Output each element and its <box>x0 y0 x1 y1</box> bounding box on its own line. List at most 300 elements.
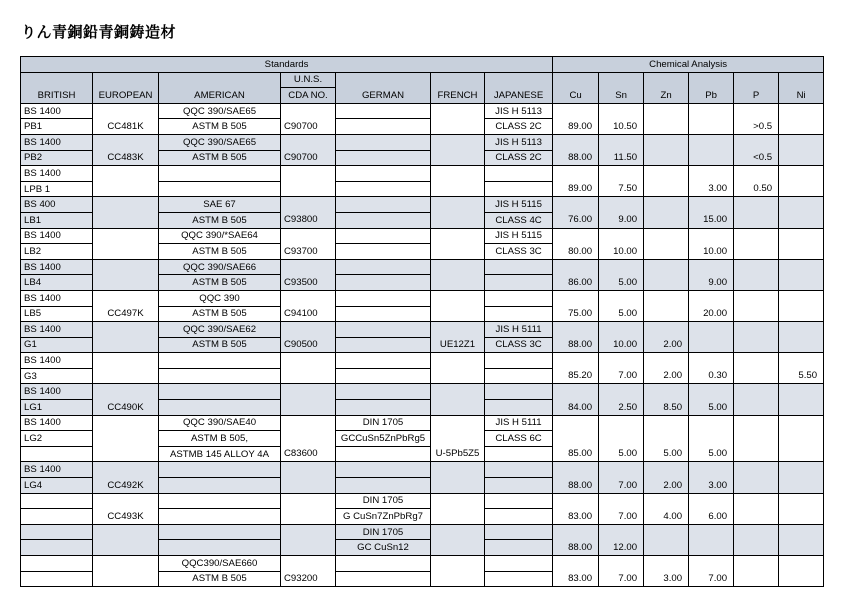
cell-cu <box>553 134 599 150</box>
cell-american <box>159 368 281 384</box>
table-row <box>21 212 824 228</box>
cell-french <box>431 322 485 338</box>
cell-cu: 89.00 <box>553 119 599 135</box>
col-sn: Sn <box>599 88 644 104</box>
cell-sn <box>599 322 644 338</box>
cell-zn <box>644 150 689 166</box>
table-row <box>21 290 824 306</box>
cell-ni <box>779 462 824 478</box>
cell-cda <box>281 368 336 384</box>
cell-sn <box>599 103 644 119</box>
cell-cu: 86.00 <box>553 275 599 291</box>
col-american: AMERICAN <box>159 88 281 104</box>
cell-european <box>93 337 159 353</box>
cell-sn: 7.00 <box>599 478 644 494</box>
cell-french <box>431 524 485 540</box>
cell-sn: 5.00 <box>599 446 644 462</box>
cell-european: CC481K <box>93 119 159 135</box>
cell-pb <box>689 353 734 369</box>
cell-american: ASTM B 505, <box>159 431 281 447</box>
table-row <box>21 509 824 525</box>
cell-german: GC CuSn12 <box>336 540 431 556</box>
cell-p <box>734 212 779 228</box>
cell-cu: 88.00 <box>553 540 599 556</box>
col-japanese: JAPANESE <box>485 88 553 104</box>
cell-european <box>93 103 159 119</box>
cell-cda: C90700 <box>281 119 336 135</box>
cell-french <box>431 119 485 135</box>
cell-sn: 12.00 <box>599 540 644 556</box>
cell-zn <box>644 524 689 540</box>
cell-pb <box>689 103 734 119</box>
table-row <box>21 524 824 540</box>
cell-french <box>431 275 485 291</box>
cell-ni <box>779 275 824 291</box>
cell-german <box>336 478 431 494</box>
col-cda: CDA NO. <box>281 88 336 104</box>
col-european: EUROPEAN <box>93 88 159 104</box>
cell-european <box>93 275 159 291</box>
cell-british: LB5 <box>21 306 93 322</box>
table-row <box>21 197 824 213</box>
cell-sn <box>599 290 644 306</box>
cell-cda <box>281 524 336 540</box>
cell-cda: C94100 <box>281 306 336 322</box>
cell-pb <box>689 290 734 306</box>
cell-german <box>336 306 431 322</box>
table-row <box>21 400 824 416</box>
cell-japanese <box>485 493 553 509</box>
cell-cda <box>281 290 336 306</box>
cell-pb <box>689 540 734 556</box>
chemical-analysis-header: Chemical Analysis <box>553 57 824 73</box>
cell-ni <box>779 353 824 369</box>
cell-pb <box>689 556 734 572</box>
cell-ni <box>779 415 824 431</box>
table-row <box>21 103 824 119</box>
cell-french: UE12Z1 <box>431 337 485 353</box>
cell-sn <box>599 524 644 540</box>
cell-european <box>93 197 159 213</box>
cell-sn: 9.00 <box>599 212 644 228</box>
cell-german: G CuSn7ZnPbRg7 <box>336 509 431 525</box>
cell-pb <box>689 119 734 135</box>
cell-sn <box>599 431 644 447</box>
cell-p <box>734 134 779 150</box>
cell-japanese: JIS H 5111 <box>485 415 553 431</box>
cell-cu: 83.00 <box>553 571 599 587</box>
cell-cda <box>281 415 336 431</box>
cell-american: ASTM B 505 <box>159 337 281 353</box>
cell-ni <box>779 431 824 447</box>
cell-french <box>431 150 485 166</box>
cell-french: U-5Pb5Z5 <box>431 446 485 462</box>
cell-ni <box>779 259 824 275</box>
cell-p <box>734 306 779 322</box>
cell-french <box>431 384 485 400</box>
cell-european: CC492K <box>93 478 159 494</box>
cell-sn <box>599 134 644 150</box>
col-german: GERMAN <box>336 88 431 104</box>
cell-japanese: CLASS 2C <box>485 119 553 135</box>
cell-german <box>336 166 431 182</box>
cell-british <box>21 509 93 525</box>
cell-european <box>93 212 159 228</box>
cell-british: PB2 <box>21 150 93 166</box>
cell-japanese <box>485 540 553 556</box>
cell-p <box>734 322 779 338</box>
cell-pb: 9.00 <box>689 275 734 291</box>
cell-japanese <box>485 306 553 322</box>
cell-european: CC493K <box>93 509 159 525</box>
cell-british: PB1 <box>21 119 93 135</box>
cell-british: BS 1400 <box>21 462 93 478</box>
col-zn: Zn <box>644 88 689 104</box>
cell-european <box>93 228 159 244</box>
cell-cda <box>281 166 336 182</box>
cell-british <box>21 446 93 462</box>
cell-cda <box>281 228 336 244</box>
cell-european <box>93 244 159 260</box>
cell-british: G1 <box>21 337 93 353</box>
cell-pb: 5.00 <box>689 446 734 462</box>
cell-german <box>336 275 431 291</box>
cell-japanese: JIS H 5115 <box>485 228 553 244</box>
cell-zn: 8.50 <box>644 400 689 416</box>
cell-american: ASTM B 505 <box>159 150 281 166</box>
cell-american: ASTM B 505 <box>159 275 281 291</box>
cell-ni <box>779 181 824 197</box>
cell-p: 0.50 <box>734 181 779 197</box>
table-row <box>21 493 824 509</box>
cell-german <box>336 462 431 478</box>
cell-p <box>734 478 779 494</box>
cell-british: LG4 <box>21 478 93 494</box>
cell-american: QQC 390 <box>159 290 281 306</box>
cell-japanese <box>485 353 553 369</box>
cell-zn <box>644 493 689 509</box>
table-row <box>21 353 824 369</box>
cell-german <box>336 150 431 166</box>
table-row <box>21 384 824 400</box>
cell-european: CC483K <box>93 150 159 166</box>
cell-pb: 6.00 <box>689 509 734 525</box>
cell-german <box>336 571 431 587</box>
cell-cu <box>553 493 599 509</box>
cell-sn: 10.00 <box>599 337 644 353</box>
col-cu: Cu <box>553 88 599 104</box>
cell-p <box>734 462 779 478</box>
cell-pb: 5.00 <box>689 400 734 416</box>
cell-cda <box>281 431 336 447</box>
col-p: P <box>734 88 779 104</box>
cell-cda <box>281 384 336 400</box>
cell-cu <box>553 228 599 244</box>
cell-cu: 88.00 <box>553 150 599 166</box>
cell-cu <box>553 322 599 338</box>
cell-zn <box>644 306 689 322</box>
cell-zn <box>644 119 689 135</box>
cell-japanese: CLASS 3C <box>485 244 553 260</box>
cell-zn <box>644 212 689 228</box>
cell-japanese: JIS H 5115 <box>485 197 553 213</box>
cell-sn <box>599 166 644 182</box>
cell-british: BS 1400 <box>21 290 93 306</box>
cell-sn <box>599 493 644 509</box>
cell-american <box>159 478 281 494</box>
cell-french <box>431 540 485 556</box>
cell-zn: 2.00 <box>644 368 689 384</box>
cell-pb: 10.00 <box>689 244 734 260</box>
cell-zn <box>644 197 689 213</box>
cell-pb <box>689 166 734 182</box>
cell-american: QQC390/SAE660 <box>159 556 281 572</box>
cell-japanese <box>485 181 553 197</box>
cell-p <box>734 275 779 291</box>
cell-european <box>93 415 159 431</box>
cell-german <box>336 368 431 384</box>
cell-european <box>93 571 159 587</box>
cell-pb: 0.30 <box>689 368 734 384</box>
cell-japanese <box>485 400 553 416</box>
cell-french <box>431 556 485 572</box>
cell-japanese: CLASS 3C <box>485 337 553 353</box>
table-row <box>21 166 824 182</box>
cell-cu: 75.00 <box>553 306 599 322</box>
cell-cda <box>281 322 336 338</box>
cell-cu <box>553 259 599 275</box>
cell-german <box>336 134 431 150</box>
col-french: FRENCH <box>431 88 485 104</box>
cell-french <box>431 431 485 447</box>
cell-ni <box>779 103 824 119</box>
cell-cu: 85.00 <box>553 446 599 462</box>
cell-american <box>159 400 281 416</box>
cell-european <box>93 431 159 447</box>
table-row <box>21 462 824 478</box>
cell-french <box>431 509 485 525</box>
cell-french <box>431 181 485 197</box>
cell-cda <box>281 259 336 275</box>
cell-ni <box>779 493 824 509</box>
cell-japanese <box>485 524 553 540</box>
cell-p <box>734 368 779 384</box>
table-row <box>21 134 824 150</box>
cell-sn: 7.00 <box>599 571 644 587</box>
cell-cda <box>281 462 336 478</box>
cell-ni <box>779 509 824 525</box>
cell-ni <box>779 540 824 556</box>
table-row <box>21 446 824 462</box>
cell-european <box>93 290 159 306</box>
cell-japanese <box>485 259 553 275</box>
cell-british <box>21 493 93 509</box>
cell-french <box>431 462 485 478</box>
cell-pb: 3.00 <box>689 181 734 197</box>
cell-sn: 7.50 <box>599 181 644 197</box>
cell-cda <box>281 509 336 525</box>
cell-cu: 88.00 <box>553 337 599 353</box>
cell-p <box>734 524 779 540</box>
cell-british: LG1 <box>21 400 93 416</box>
cell-german: DIN 1705 <box>336 493 431 509</box>
cell-european: CC497K <box>93 306 159 322</box>
cell-japanese <box>485 384 553 400</box>
cell-european <box>93 181 159 197</box>
table-row <box>21 228 824 244</box>
cell-ni: 5.50 <box>779 368 824 384</box>
table-row <box>21 478 824 494</box>
cell-ni <box>779 228 824 244</box>
cell-zn <box>644 259 689 275</box>
cell-cu <box>553 290 599 306</box>
cell-cu <box>553 524 599 540</box>
cell-european <box>93 462 159 478</box>
cell-zn <box>644 540 689 556</box>
cell-p <box>734 431 779 447</box>
cell-p <box>734 400 779 416</box>
cell-zn <box>644 431 689 447</box>
cell-british: LPB 1 <box>21 181 93 197</box>
cell-british: BS 1400 <box>21 415 93 431</box>
cell-german <box>336 353 431 369</box>
cell-american: ASTM B 505 <box>159 119 281 135</box>
table-row <box>21 322 824 338</box>
cell-cda <box>281 493 336 509</box>
cell-american: ASTM B 505 <box>159 212 281 228</box>
table-row <box>21 571 824 587</box>
cell-ni <box>779 571 824 587</box>
cell-sn <box>599 384 644 400</box>
cell-european <box>93 384 159 400</box>
cell-cu: 80.00 <box>553 244 599 260</box>
cell-german <box>336 197 431 213</box>
cell-cda <box>281 556 336 572</box>
cell-cda <box>281 134 336 150</box>
cell-zn: 3.00 <box>644 571 689 587</box>
cell-british <box>21 540 93 556</box>
cell-sn <box>599 353 644 369</box>
cell-cu <box>553 415 599 431</box>
cell-cda: C93500 <box>281 275 336 291</box>
cell-german <box>336 322 431 338</box>
cell-british: BS 400 <box>21 197 93 213</box>
cell-sn: 11.50 <box>599 150 644 166</box>
cell-japanese: CLASS 2C <box>485 150 553 166</box>
cell-european <box>93 556 159 572</box>
cell-pb <box>689 337 734 353</box>
cell-japanese <box>485 462 553 478</box>
cell-zn <box>644 166 689 182</box>
cell-ni <box>779 244 824 260</box>
cell-american: QQC 390/SAE65 <box>159 134 281 150</box>
cell-european: CC490K <box>93 400 159 416</box>
cell-p <box>734 337 779 353</box>
cell-german <box>336 119 431 135</box>
cell-pb: 7.00 <box>689 571 734 587</box>
col-ni: Ni <box>779 88 824 104</box>
cell-german: GCCuSn5ZnPbRg5 <box>336 431 431 447</box>
cell-ni <box>779 556 824 572</box>
cell-french <box>431 353 485 369</box>
cell-pb <box>689 134 734 150</box>
cell-american: QQC 390/SAE66 <box>159 259 281 275</box>
cell-ni <box>779 322 824 338</box>
cell-american: SAE 67 <box>159 197 281 213</box>
cell-german <box>336 384 431 400</box>
cell-sn: 5.00 <box>599 306 644 322</box>
table-row <box>21 306 824 322</box>
cell-american: ASTM B 505 <box>159 571 281 587</box>
cell-zn <box>644 181 689 197</box>
cell-french <box>431 134 485 150</box>
cell-cu: 85.20 <box>553 368 599 384</box>
cell-ni <box>779 400 824 416</box>
cell-british <box>21 524 93 540</box>
cell-cu: 83.00 <box>553 509 599 525</box>
cell-european <box>93 259 159 275</box>
cell-zn <box>644 228 689 244</box>
cell-p <box>734 166 779 182</box>
cell-french <box>431 571 485 587</box>
cell-american <box>159 384 281 400</box>
table-row <box>21 415 824 431</box>
cell-zn <box>644 556 689 572</box>
cell-cda: C90700 <box>281 150 336 166</box>
cell-french <box>431 400 485 416</box>
cell-european <box>93 368 159 384</box>
cell-p <box>734 571 779 587</box>
cell-japanese <box>485 368 553 384</box>
cell-british: BS 1400 <box>21 322 93 338</box>
cell-ni <box>779 212 824 228</box>
cell-british: BS 1400 <box>21 228 93 244</box>
cell-cu: 84.00 <box>553 400 599 416</box>
cell-american: QQC 390/*SAE64 <box>159 228 281 244</box>
cell-pb <box>689 524 734 540</box>
cell-american <box>159 166 281 182</box>
cell-pb: 20.00 <box>689 306 734 322</box>
col-british: BRITISH <box>21 88 93 104</box>
cell-cda: C90500 <box>281 337 336 353</box>
cell-ni <box>779 384 824 400</box>
cell-ni <box>779 119 824 135</box>
cell-american <box>159 462 281 478</box>
cell-cu <box>553 197 599 213</box>
cell-sn: 10.50 <box>599 119 644 135</box>
cell-french <box>431 166 485 182</box>
cell-sn <box>599 415 644 431</box>
cell-japanese <box>485 556 553 572</box>
cell-pb <box>689 322 734 338</box>
cell-ni <box>779 197 824 213</box>
cell-american: QQC 390/SAE62 <box>159 322 281 338</box>
cell-british: BS 1400 <box>21 103 93 119</box>
cell-p <box>734 228 779 244</box>
cell-cu <box>553 103 599 119</box>
cell-zn <box>644 462 689 478</box>
cell-sn <box>599 228 644 244</box>
cell-p <box>734 103 779 119</box>
uns-header: U.N.S. <box>281 72 336 88</box>
cell-american: ASTMB 145 ALLOY 4A <box>159 446 281 462</box>
cell-cda <box>281 478 336 494</box>
cell-p: <0.5 <box>734 150 779 166</box>
cell-ni <box>779 134 824 150</box>
cell-ni <box>779 446 824 462</box>
cell-japanese <box>485 166 553 182</box>
cell-pb <box>689 259 734 275</box>
